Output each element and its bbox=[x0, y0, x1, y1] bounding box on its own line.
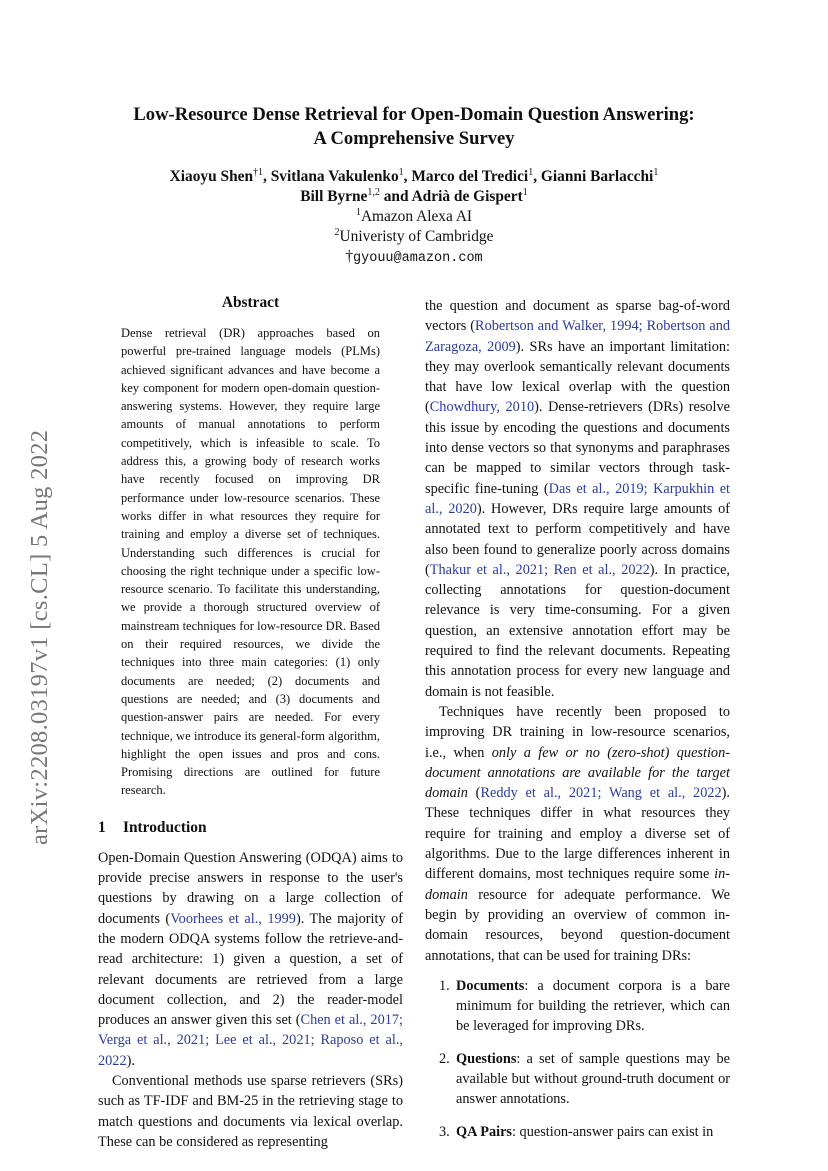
text-run: resource for adequate performance. We begin by providing an overview of common in-domain resources, beyond question-document annotations, that can be used for training DRs: bbox=[425, 886, 730, 964]
author-name: Bill Byrne bbox=[300, 188, 368, 205]
contact-email[interactable] bbox=[0, 247, 828, 269]
list-term: Documents bbox=[456, 977, 525, 994]
citation-link[interactable]: Thakur et al., 2021; Ren et al., 2022 bbox=[429, 561, 650, 578]
text-run: ). Dense-retrievers (DRs) resolve this issue by encoding the questions and documents into dense vectors so that synonyms and paraphrases can be mapped to similar vectors through task-specific fine-tuning ( bbox=[425, 399, 731, 497]
list-number: 2. bbox=[439, 1050, 450, 1067]
abstract-text: Dense retrieval (DR) approaches based on powerful pre-trained language models (PLMs) achieved significant advances and have become a key component for modern open-domain question-answering systems. However, they require large amounts of manual annotations to perform competitively, which is infeasible to scale. To address this, a growing body of research works have recently focused on improving DR performance under low-resource scenarios. These works differ in what resources they require for training and employ a diverse set of techniques. Understanding such differences is crucial for choosing the right technique under a specific low-resource scenario. To facilitate this understanding, we provide a thorough structured overview of mainstream techniques for low-resource DR. Based on their required resources, we divide the techniques into three main categories: (1) only documents are needed; (2) documents and questions are needed; and (3) documents and question-answer pairs are needed. For every technique, we introduce its general-form algorithm, highlight the open issues and pros and cons. Promising directions are outlined for future research. bbox=[121, 326, 380, 798]
text-run: Open-Domain Question Answering (ODQA) aims to provide precise answers in response to the user's questions by drawing on a large collection of documents ( bbox=[98, 849, 403, 927]
affil-mark: 1 bbox=[355, 207, 361, 218]
section-number: 1 bbox=[98, 818, 106, 836]
author-affil-mark: 1,2 bbox=[367, 187, 380, 198]
author-affil-mark: 1 bbox=[398, 167, 404, 178]
title-line-2: A Comprehensive Survey bbox=[313, 128, 515, 149]
arxiv-identifier: arXiv:2208.03197v1 [cs.CL] 5 Aug 2022 bbox=[26, 429, 53, 845]
author-affil-mark: 1 bbox=[653, 167, 659, 178]
intro-paragraph-3 bbox=[425, 702, 730, 966]
list-text: : a document corpora is a bare minimum for building the retriever, which can be leveraged for improving DRs. bbox=[456, 977, 730, 1035]
title-line-1: Low-Resource Dense Retrieval for Open-Domain Question Answering: bbox=[133, 104, 695, 125]
section-title: Introduction bbox=[123, 818, 207, 836]
list-term: Questions bbox=[456, 1050, 517, 1067]
author-affil-mark: 1 bbox=[522, 187, 528, 198]
list-number: 1. bbox=[439, 977, 450, 994]
text-run: ). The majority of the modern ODQA systems follow the retrieve-and-read architecture: 1) given a question, a set of relevant documents are retrieved from a large document collection, and 2) the reader-model produces an answer given this set ( bbox=[98, 910, 404, 1029]
affiliation-name: Univeristy of Cambridge bbox=[339, 228, 494, 245]
text-run: ). However, DRs require large amounts of annotated text to perform competitively and have also been found to generalize poorly across domains ( bbox=[425, 500, 730, 578]
affil-mark: 2 bbox=[334, 227, 340, 238]
author-block bbox=[0, 167, 828, 269]
list-number: 3. bbox=[439, 1123, 450, 1140]
intro-paragraph-2: Conventional methods use sparse retrievers (SRs) such as TF-IDF and BM-25 in the retrieving stage to match questions and documents via lexical overlap. These can be considered as representing bbox=[98, 1072, 403, 1150]
text-run: Techniques have recently been proposed to improving DR training in low-resource scenarios, i.e., when bbox=[425, 703, 730, 761]
citation-link[interactable]: Chen et al., 2017; Verga et al., 2021; Lee et al., 2021; Raposo et al., 2022 bbox=[98, 1012, 403, 1069]
citation-link[interactable]: Chowdhury, 2010 bbox=[429, 399, 535, 416]
author-affil-mark: †1 bbox=[253, 167, 264, 178]
citation-link[interactable]: Voorhees et al., 1999 bbox=[170, 910, 296, 927]
affiliation-name: Amazon Alexa AI bbox=[360, 208, 473, 225]
citation-link[interactable]: Robertson and Walker, 1994; Robertson and Zaragoza, 2009 bbox=[425, 318, 730, 355]
citation-link[interactable]: Reddy et al., 2021; Wang et al., 2022 bbox=[480, 785, 722, 802]
author-separator: and bbox=[379, 188, 412, 205]
author-name: Adrià de Gispert bbox=[411, 188, 523, 205]
author-affil-mark: 1 bbox=[528, 167, 534, 178]
right-column bbox=[425, 296, 730, 1154]
affiliation bbox=[0, 227, 828, 247]
author-name: Gianni Barlacchi bbox=[540, 168, 654, 185]
author-line-2 bbox=[0, 187, 828, 207]
list-term: QA Pairs bbox=[456, 1123, 512, 1140]
list-item bbox=[425, 1122, 730, 1142]
resource-list bbox=[425, 976, 730, 1142]
text-run: ). In practice, collecting annotations for question-document relevance is very time-consuming. For a given question, an extensive annotation effort may be required to find the relevant documents. Repeating this annotation process for every new language and domain is not feasible. bbox=[425, 561, 730, 700]
affiliation bbox=[0, 207, 828, 227]
author-separator: , bbox=[263, 168, 271, 185]
list-text: : question-answer pairs can exist in bbox=[512, 1123, 714, 1140]
author-name: Marco del Tredici bbox=[411, 168, 529, 185]
list-text: : a set of sample questions may be available but without ground-truth document or answer annotations. bbox=[456, 1050, 730, 1108]
emphasized-text: in-domain bbox=[425, 866, 730, 903]
author-line-1 bbox=[0, 167, 828, 187]
section-heading-introduction bbox=[98, 818, 403, 838]
citation-link[interactable]: Das et al., 2019; Karpukhin et al., 2020 bbox=[425, 480, 731, 517]
author-separator: , bbox=[403, 168, 412, 185]
list-item bbox=[425, 1049, 730, 1110]
text-run: ). bbox=[126, 1052, 135, 1069]
text-run: ( bbox=[467, 785, 481, 802]
paper-header bbox=[0, 103, 828, 269]
email-mark: † bbox=[345, 248, 354, 265]
list-item bbox=[425, 976, 730, 1037]
author-separator: , bbox=[533, 168, 541, 185]
email-address[interactable]: gyouu@amazon.com bbox=[353, 251, 483, 266]
left-column bbox=[98, 293, 403, 1152]
abstract-heading: Abstract bbox=[221, 294, 280, 311]
text-run: ). SRs have an important limitation: they may overlook semantically relevant documents that have low lexical overlap with the question ( bbox=[425, 338, 730, 416]
paper-title bbox=[0, 103, 828, 151]
author-name: Xiaoyu Shen bbox=[169, 168, 254, 185]
text-run: ). These techniques differ in what resources they require for training and employ a diverse set of algorithms. Due to the large differences inherent in different domains, most techniques require some bbox=[425, 785, 730, 883]
intro-paragraph-1 bbox=[98, 848, 403, 1071]
intro-paragraph-2-continued bbox=[425, 296, 730, 702]
emphasized-text: only a few or no (zero-shot) question-document annotations are available for the target domain bbox=[425, 744, 730, 802]
author-name: Svitlana Vakulenko bbox=[270, 168, 399, 185]
text-run: the question and document as sparse bag-of-word vectors ( bbox=[425, 298, 730, 335]
